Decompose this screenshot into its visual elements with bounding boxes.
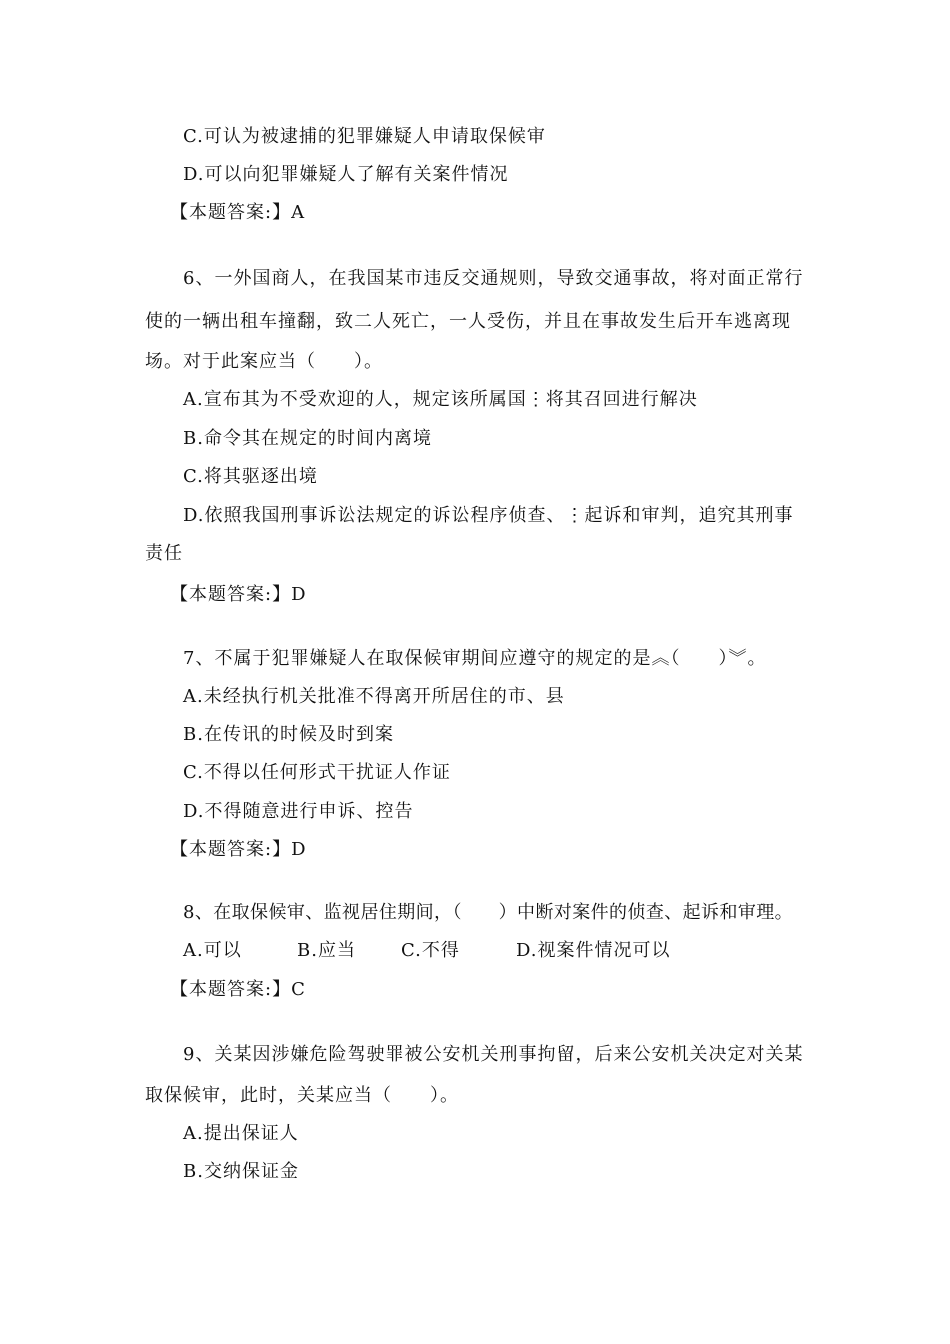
- q6-stem-line-1: 6、一外国商人，在我国某市违反交通规则，导致交通事故，将对面正常行: [183, 268, 804, 289]
- q7-option-d: D.不得随意进行申诉、控告: [183, 801, 414, 822]
- q6-option-b: B.命令其在规定的时间内离境: [183, 428, 432, 449]
- q6-option-c: C.将其驱逐出境: [183, 466, 318, 487]
- q6-option-d: D.依照我国刑事诉讼法规定的诉讼程序侦查、⋮起诉和审判，追究其刑事: [183, 505, 794, 526]
- q7-option-b: B.在传讯的时候及时到案: [183, 724, 394, 745]
- q6-answer: 【本题答案:】D: [170, 584, 307, 605]
- q8-option-b: B.应当: [297, 940, 356, 961]
- q5-answer: 【本题答案:】A: [170, 202, 306, 223]
- q6-option-a: A.宣布其为不受欢迎的人，规定该所属国⋮将其召回进行解决: [183, 389, 698, 410]
- q8-option-d: D.视案件情况可以: [516, 940, 671, 961]
- q7-stem: 7、不属于犯罪嫌疑人在取保候审期间应遵守的规定的是︽（ ）︾。: [183, 648, 767, 669]
- q9-option-b: B.交纳保证金: [183, 1161, 299, 1182]
- q9-option-a: A.提出保证人: [183, 1123, 299, 1144]
- q8-stem: 8、在取保候审、监视居住期间，（ ）中断对案件的侦查、起诉和审理。: [183, 902, 794, 923]
- q8-answer: 【本题答案:】C: [170, 979, 306, 1000]
- q9-stem-line-1: 9、关某因涉嫌危险驾驶罪被公安机关刑事拘留，后来公安机关决定对关某: [183, 1044, 804, 1065]
- q7-answer: 【本题答案:】D: [170, 839, 307, 860]
- q6-option-d-continuation: 责任: [145, 543, 183, 564]
- q6-stem-line-3: 场。对于此案应当（ ）。: [145, 351, 383, 372]
- q6-stem-line-2: 使的一辆出租车撞翻，致二人死亡，一人受伤，并且在事故发生后开车逃离现: [145, 311, 791, 332]
- q5-option-c: C.可认为被逮捕的犯罪嫌疑人申请取保候审: [183, 126, 546, 147]
- q8-option-c: C.不得: [401, 940, 460, 961]
- q7-option-a: A.未经执行机关批准不得离开所居住的市、县: [183, 686, 565, 707]
- q7-option-c: C.不得以任何形式干扰证人作证: [183, 762, 451, 783]
- q5-option-d: D.可以向犯罪嫌疑人了解有关案件情况: [183, 164, 509, 185]
- q9-stem-line-2: 取保候审，此时，关某应当（ ）。: [145, 1085, 459, 1106]
- q8-option-a: A.可以: [183, 940, 242, 961]
